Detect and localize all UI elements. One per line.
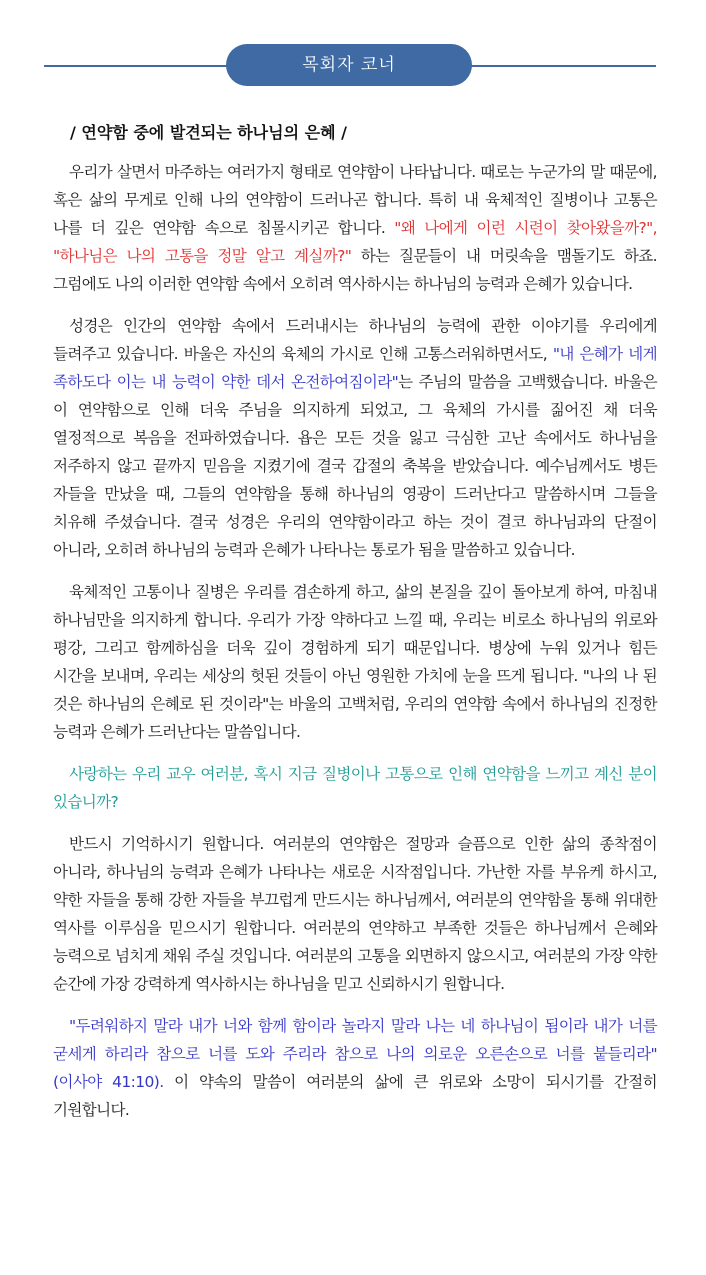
- paragraph-2-text: 성경은 인간의 연약함 속에서 드러내시는 하나님의 능력에 관한 이야기를 우리에게 들려주고 있습니다. 바울은 자신의 육체의 가시로 인해 고통스러워하면서도,: [53, 317, 657, 363]
- paragraph-2-quote: "내 은혜가 네게 족하도다 이는 내 능력이 약한 데서 온전하여짐이라": [53, 345, 657, 391]
- paragraph-1: [53, 158, 657, 298]
- article-body: [53, 158, 657, 1138]
- paragraph-1-quote: "왜 나에게 이런 시련이 찾아왔을까?", "하나님은 나의 고통을 정말 알고 계실까?": [53, 219, 657, 265]
- paragraph-1-text-end: 하는 질문들이 내 머릿속을 맴돌기도 하죠. 그럼에도 나의 이러한 연약함 속에서 오히려 역사하시는 하나님의 능력과 은혜가 있습니다.: [53, 247, 657, 293]
- paragraph-6: [53, 1012, 657, 1124]
- header-divider-left: [44, 65, 244, 67]
- paragraph-6-text-end: 이 약속의 말씀이 여러분의 삶에 큰 위로와 소망이 되시기를 간절히 기원합니다.: [53, 1073, 657, 1119]
- paragraph-2: [53, 312, 657, 564]
- header-divider-right: [460, 65, 656, 67]
- paragraph-5: 반드시 기억하시기 원합니다. 여러분의 연약함은 절망과 슬픔으로 인한 삶의 종착점이 아니라, 하나님의 능력과 은혜가 나타나는 새로운 시작점입니다. 가난한 자를 부유케 하시고, 약한 자들을 통해 강한 자들을 부끄럽게 만드시는 하나님께서, 여러분의 연약함을 통해 위대한 역사를 이루심을 믿으시기 원합니다. 여러분의 연약하고 부족한 것들은 하나님께서 은혜와 능력으로 넘치게 채워 주실 것입니다. 여러분의 고통을 외면하지 않으시고, 여러분의 가장 약한 순간에 가장 강력하게 역사하시는 하나님을 믿고 신뢰하시기 원합니다.: [53, 835, 657, 993]
- section-badge: 목회자 코너: [226, 44, 472, 86]
- section-header: [0, 44, 706, 88]
- paragraph-1-text: 우리가 살면서 마주하는 여러가지 형태로 연약함이 나타납니다. 때로는 누군가의 말 때문에, 혹은 삶의 무게로 인해 나의 연약함이 드러나곤 합니다. 특히 내 육체적인 질병이나 고통은 나를 더 깊은 연약함 속으로 침몰시키곤 합니다.: [53, 163, 657, 237]
- paragraph-3: 육체적인 고통이나 질병은 우리를 겸손하게 하고, 삶의 본질을 깊이 돌아보게 하여, 마침내 하나님만을 의지하게 합니다. 우리가 가장 약하다고 느낄 때, 우리는 비로소 하나님의 위로와 평강, 그리고 함께하심을 더욱 깊이 경험하게 되기 때문입니다. 병상에 누워 있거나 힘든 시간을 보내며, 우리는 세상의 헛된 것들이 아닌 영원한 가치에 눈을 뜨게 됩니다. "나의 나 된 것은 하나님의 은혜로 된 것이라"는 바울의 고백처럼, 우리의 연약함 속에서 하나님의 진정한 능력과 은혜가 드러난다는 말씀입니다.: [53, 583, 657, 741]
- article-title: / 연약함 중에 발견되는 하나님의 은혜 /: [70, 123, 347, 142]
- paragraph-2-text-end: 는 주님의 말씀을 고백했습니다. 바울은 이 연약함으로 인해 더욱 주님을 의지하게 되었고, 그 육체의 가시를 짊어진 채 더욱 열정적으로 복음을 전파하였습니다. 욥은 모든 것을 잃고 극심한 고난 속에서도 하나님을 저주하지 않고 끝까지 믿음을 지켰기에 결국 갑절의 축복을 받았습니다. 예수님께서도 병든 자들을 만났을 때, 그들의 연약함을 통해 하나님의 영광이 드러난다고 말씀하시며 그들을 치유해 주셨습니다. 결국 성경은 우리의 연약함이라고 하는 것이 결코 하나님과의 단절이 아니라, 오히려 하나님의 능력과 은혜가 나타나는 통로가 됨을 말씀하고 있습니다.: [53, 373, 658, 559]
- paragraph-4-question: 사랑하는 우리 교우 여러분, 혹시 지금 질병이나 고통으로 인해 연약함을 느끼고 계신 분이 있습니까?: [53, 765, 657, 811]
- scripture-quote: "두려워하지 말라 내가 너와 함께 함이라 놀라지 말라 나는 네 하나님이 됨이라 내가 너를 굳세게 하리라 참으로 너를 도와 주리라 참으로 나의 의로운 오른손으로 너를 붙들리라" (이사야 41:10).: [53, 1017, 657, 1091]
